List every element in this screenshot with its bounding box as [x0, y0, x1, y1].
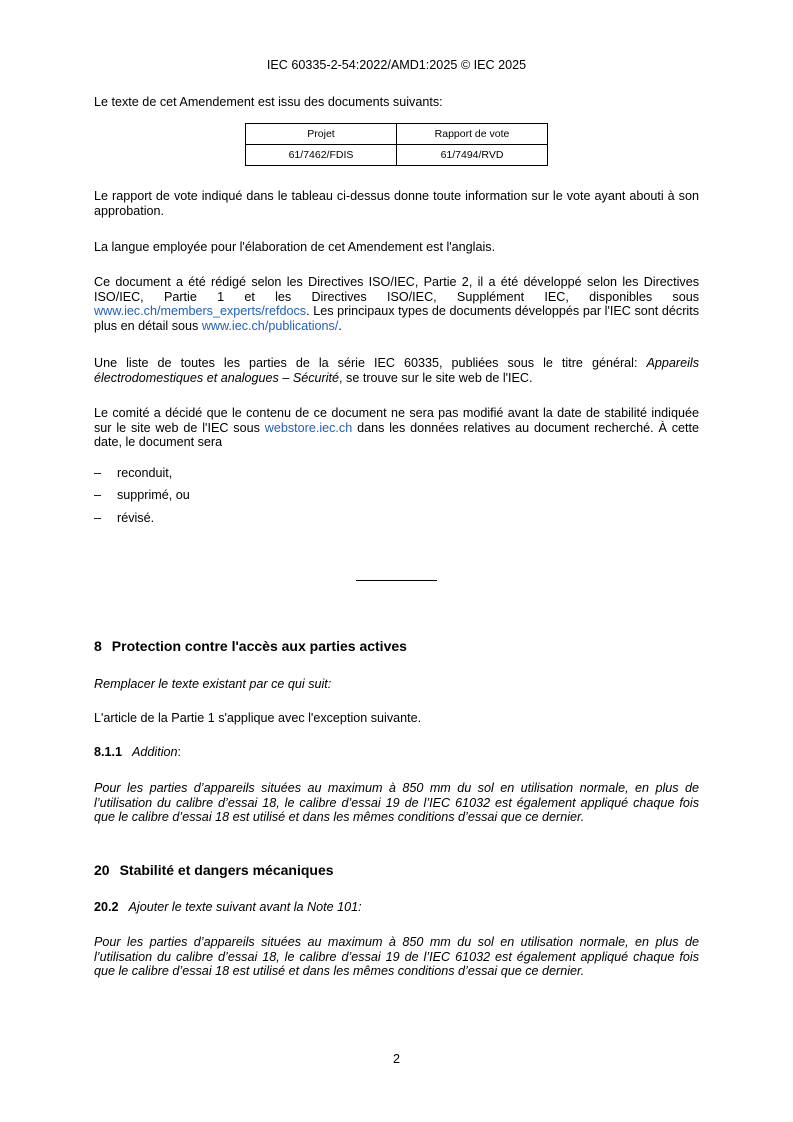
- section-20-heading: [94, 862, 334, 878]
- stability-text: dans les données relatives au document recherché. À cette date, le document sera: [94, 420, 699, 449]
- list-item: [94, 511, 154, 525]
- section-number: 8: [94, 638, 102, 654]
- subclause-8-1-1-text: Pour les parties d’appareils situées au maximum à 850 mm du sol en utilisation normale, en plus de l’utilisation du calibre d’essai 18, le calibre d’essai 19 de l’IEC 61032 est également appliqué chaque fois que le calibre d’essai 18 est utilisé et dans les mêmes conditions d’essai que ce dernier.: [94, 781, 699, 824]
- stability-text: Le comité a décidé que le contenu de ce document ne sera pas modifié avant la date de stabilité indiquée sur le site web de l'IEC sous: [94, 406, 699, 435]
- voting-table: [245, 123, 548, 166]
- section-divider: [356, 580, 437, 581]
- vote-paragraph: Le rapport de vote indiqué dans le tableau ci-dessus donne toute information sur le vote ayant abouti à son approbation.: [94, 189, 699, 218]
- directives-paragraph: [94, 275, 699, 333]
- section-8-heading: [94, 638, 407, 654]
- table-row: [246, 145, 548, 166]
- table-header-row: [246, 124, 548, 145]
- webstore-link[interactable]: webstore.iec.ch: [264, 420, 353, 435]
- list-dash: –: [94, 511, 102, 525]
- table-cell: 61/7494/RVD: [397, 145, 548, 166]
- stability-paragraph: [94, 406, 699, 450]
- page-number: 2: [392, 1052, 400, 1066]
- directives-text: Ce document a été rédigé selon les Directives ISO/IEC, Partie 2, il a été développé selon les Directives ISO/IEC, Partie 1 et les Directives ISO/IEC, Supplément IEC, disponibles sous: [94, 275, 699, 304]
- list-dash: –: [94, 466, 102, 480]
- directives-text: .: [338, 318, 342, 333]
- table-cell: 61/7462/FDIS: [246, 145, 397, 166]
- list-item: [94, 488, 190, 502]
- list-item-text: supprimé, ou: [117, 488, 190, 502]
- subclause-20-2: [94, 900, 362, 914]
- subclause-number: 8.1.1: [94, 745, 123, 759]
- list-item: [94, 466, 172, 480]
- section-8-text: L'article de la Partie 1 s'applique avec l'exception suivante.: [94, 711, 422, 725]
- list-dash: –: [94, 488, 102, 502]
- section-title: Stabilité et dangers mécaniques: [119, 862, 334, 878]
- publications-link[interactable]: www.iec.ch/publications/: [201, 318, 339, 333]
- section-8-instruction: Remplacer le texte existant par ce qui suit:: [94, 677, 332, 691]
- series-text: Une liste de toutes les parties de la série IEC 60335, publiées sous le titre général:: [94, 356, 647, 370]
- series-title: Appareils électrodomestiques et analogues – Sécurité: [94, 356, 699, 385]
- subclause-8-1-1: [94, 745, 181, 759]
- language-paragraph: La langue employée pour l'élaboration de cet Amendement est l'anglais.: [94, 240, 496, 254]
- subclause-label: Addition: [132, 745, 178, 759]
- table-header-cell: Projet: [246, 124, 397, 145]
- subclause-number: 20.2: [94, 900, 119, 914]
- list-item-text: reconduit,: [117, 466, 173, 480]
- subclause-20-2-text: Pour les parties d’appareils situées au maximum à 850 mm du sol en utilisation normale, en plus de l’utilisation du calibre d’essai 18, le calibre d’essai 19 de l’IEC 61032 est également appliqué chaque fois que le calibre d’essai 18 est utilisé et dans les mêmes conditions d’essai que ce dernier.: [94, 935, 699, 978]
- section-title: Protection contre l'accès aux parties actives: [111, 638, 407, 654]
- intro-text: Le texte de cet Amendement est issu des documents suivants:: [94, 95, 443, 109]
- series-paragraph: [94, 356, 699, 385]
- table-header-cell: Rapport de vote: [397, 124, 548, 145]
- subclause-colon: :: [177, 745, 182, 759]
- refdocs-link[interactable]: www.iec.ch/members_experts/refdocs: [94, 304, 307, 318]
- subclause-label: Ajouter le texte suivant avant la Note 101:: [128, 900, 362, 914]
- section-number: 20: [94, 862, 110, 878]
- page-header: IEC 60335-2-54:2022/AMD1:2025 © IEC 2025: [266, 58, 527, 72]
- directives-text: . Les principaux types de documents développés par l'IEC sont décrits plus en détail sous: [94, 304, 699, 333]
- series-text: , se trouve sur le site web de l'IEC.: [339, 370, 533, 385]
- list-item-text: révisé.: [117, 511, 155, 525]
